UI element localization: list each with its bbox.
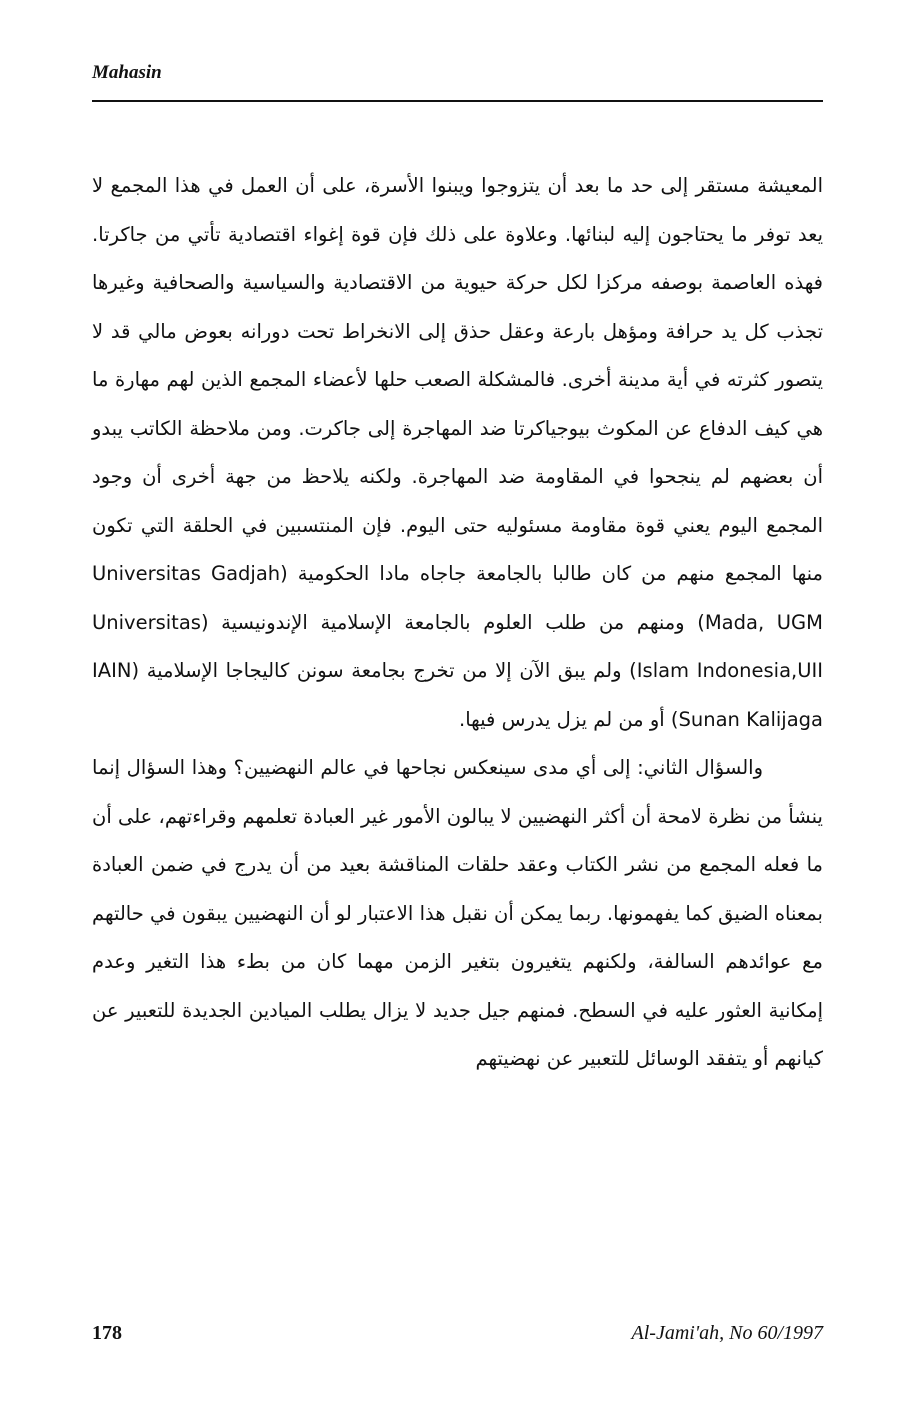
page-number: 178 [92, 1322, 122, 1344]
page-header [92, 58, 823, 102]
article-body [92, 162, 823, 1084]
running-header-title: Mahasin [92, 62, 162, 83]
body-paragraph: المعيشة مستقر إلى حد ما بعد أن يتزوجوا ويبنوا الأسرة، على أن العمل في هذا المجمع لا يعد توفر ما يحتاجون إليه لبنائها. وعلاوة على ذلك فإن قوة إغواء اقتصادية تأتي من جاكرتا. فهذه العاصمة بوصفه مركزا لكل حركة حيوية من الاقتصادية والسياسية والصحافية وغيرها تجذب كل يد حرافة ومؤهل بارعة وعقل حذق إلى الانخراط تحت دورانه بعوض مالي قد لا يتصور كثرته في أية مدينة أخرى. فالمشكلة الصعب حلها لأعضاء المجمع الذين لهم مهارة ما هي كيف الدفاع عن المكوث بيوجياكرتا ضد المهاجرة إلى جاكرت. ومن ملاحظة الكاتب يبدو أن بعضهم لم ينجحوا في المقاومة ضد المهاجرة. ولكنه يلاحظ من جهة أخرى أن وجود المجمع اليوم يعني قوة مقاومة مسئوليه حتى اليوم. فإن المنتسبين في الحلقة التي تكون منها المجمع منهم من كان طالبا بالجامعة جاجاه مادا الحكومية (Universitas Gadjah Mada, UGM) ومنهم من طلب العلوم بالجامعة الإسلامية الإندونيسية (Universitas Islam Indonesia,UII) ولم يبق الآن إلا من تخرج بجامعة سونن كاليجاجا الإسلامية (IAIN Sunan Kalijaga) أو من لم يزل يدرس فيها. [92, 174, 823, 731]
body-paragraph: والسؤال الثاني: إلى أي مدى سينعكس نجاحها في عالم النهضيين؟ وهذا السؤال إنما ينشأ من نظرة لامحة أن أكثر النهضيين لا يبالون الأمور غير العبادة تعلمهم وقراءتهم، على أن ما فعله المجمع من نشر الكتاب وعقد حلقات المناقشة بعيد من أن يدرج في ضمن العبادة بمعناه الضيق كما يفهمونها. ربما يمكن أن نقبل هذا الاعتبار لو أن النهضيين يبقون في حالتهم مع عوائدهم السالفة، ولكنهم يتغيرون بتغير الزمن مهما كان من بطء هذا التغير وعدم إمكانية العثور عليه في السطح. فمنهم جيل جديد لا يزال يطلب الميادين الجديدة للتعبير عن كيانهم أو يتفقد الوسائل للتعبير عن نهضيتهم [92, 756, 823, 1070]
journal-citation: Al-Jami'ah, No 60/1997 [631, 1322, 823, 1344]
page-footer [92, 1322, 823, 1352]
